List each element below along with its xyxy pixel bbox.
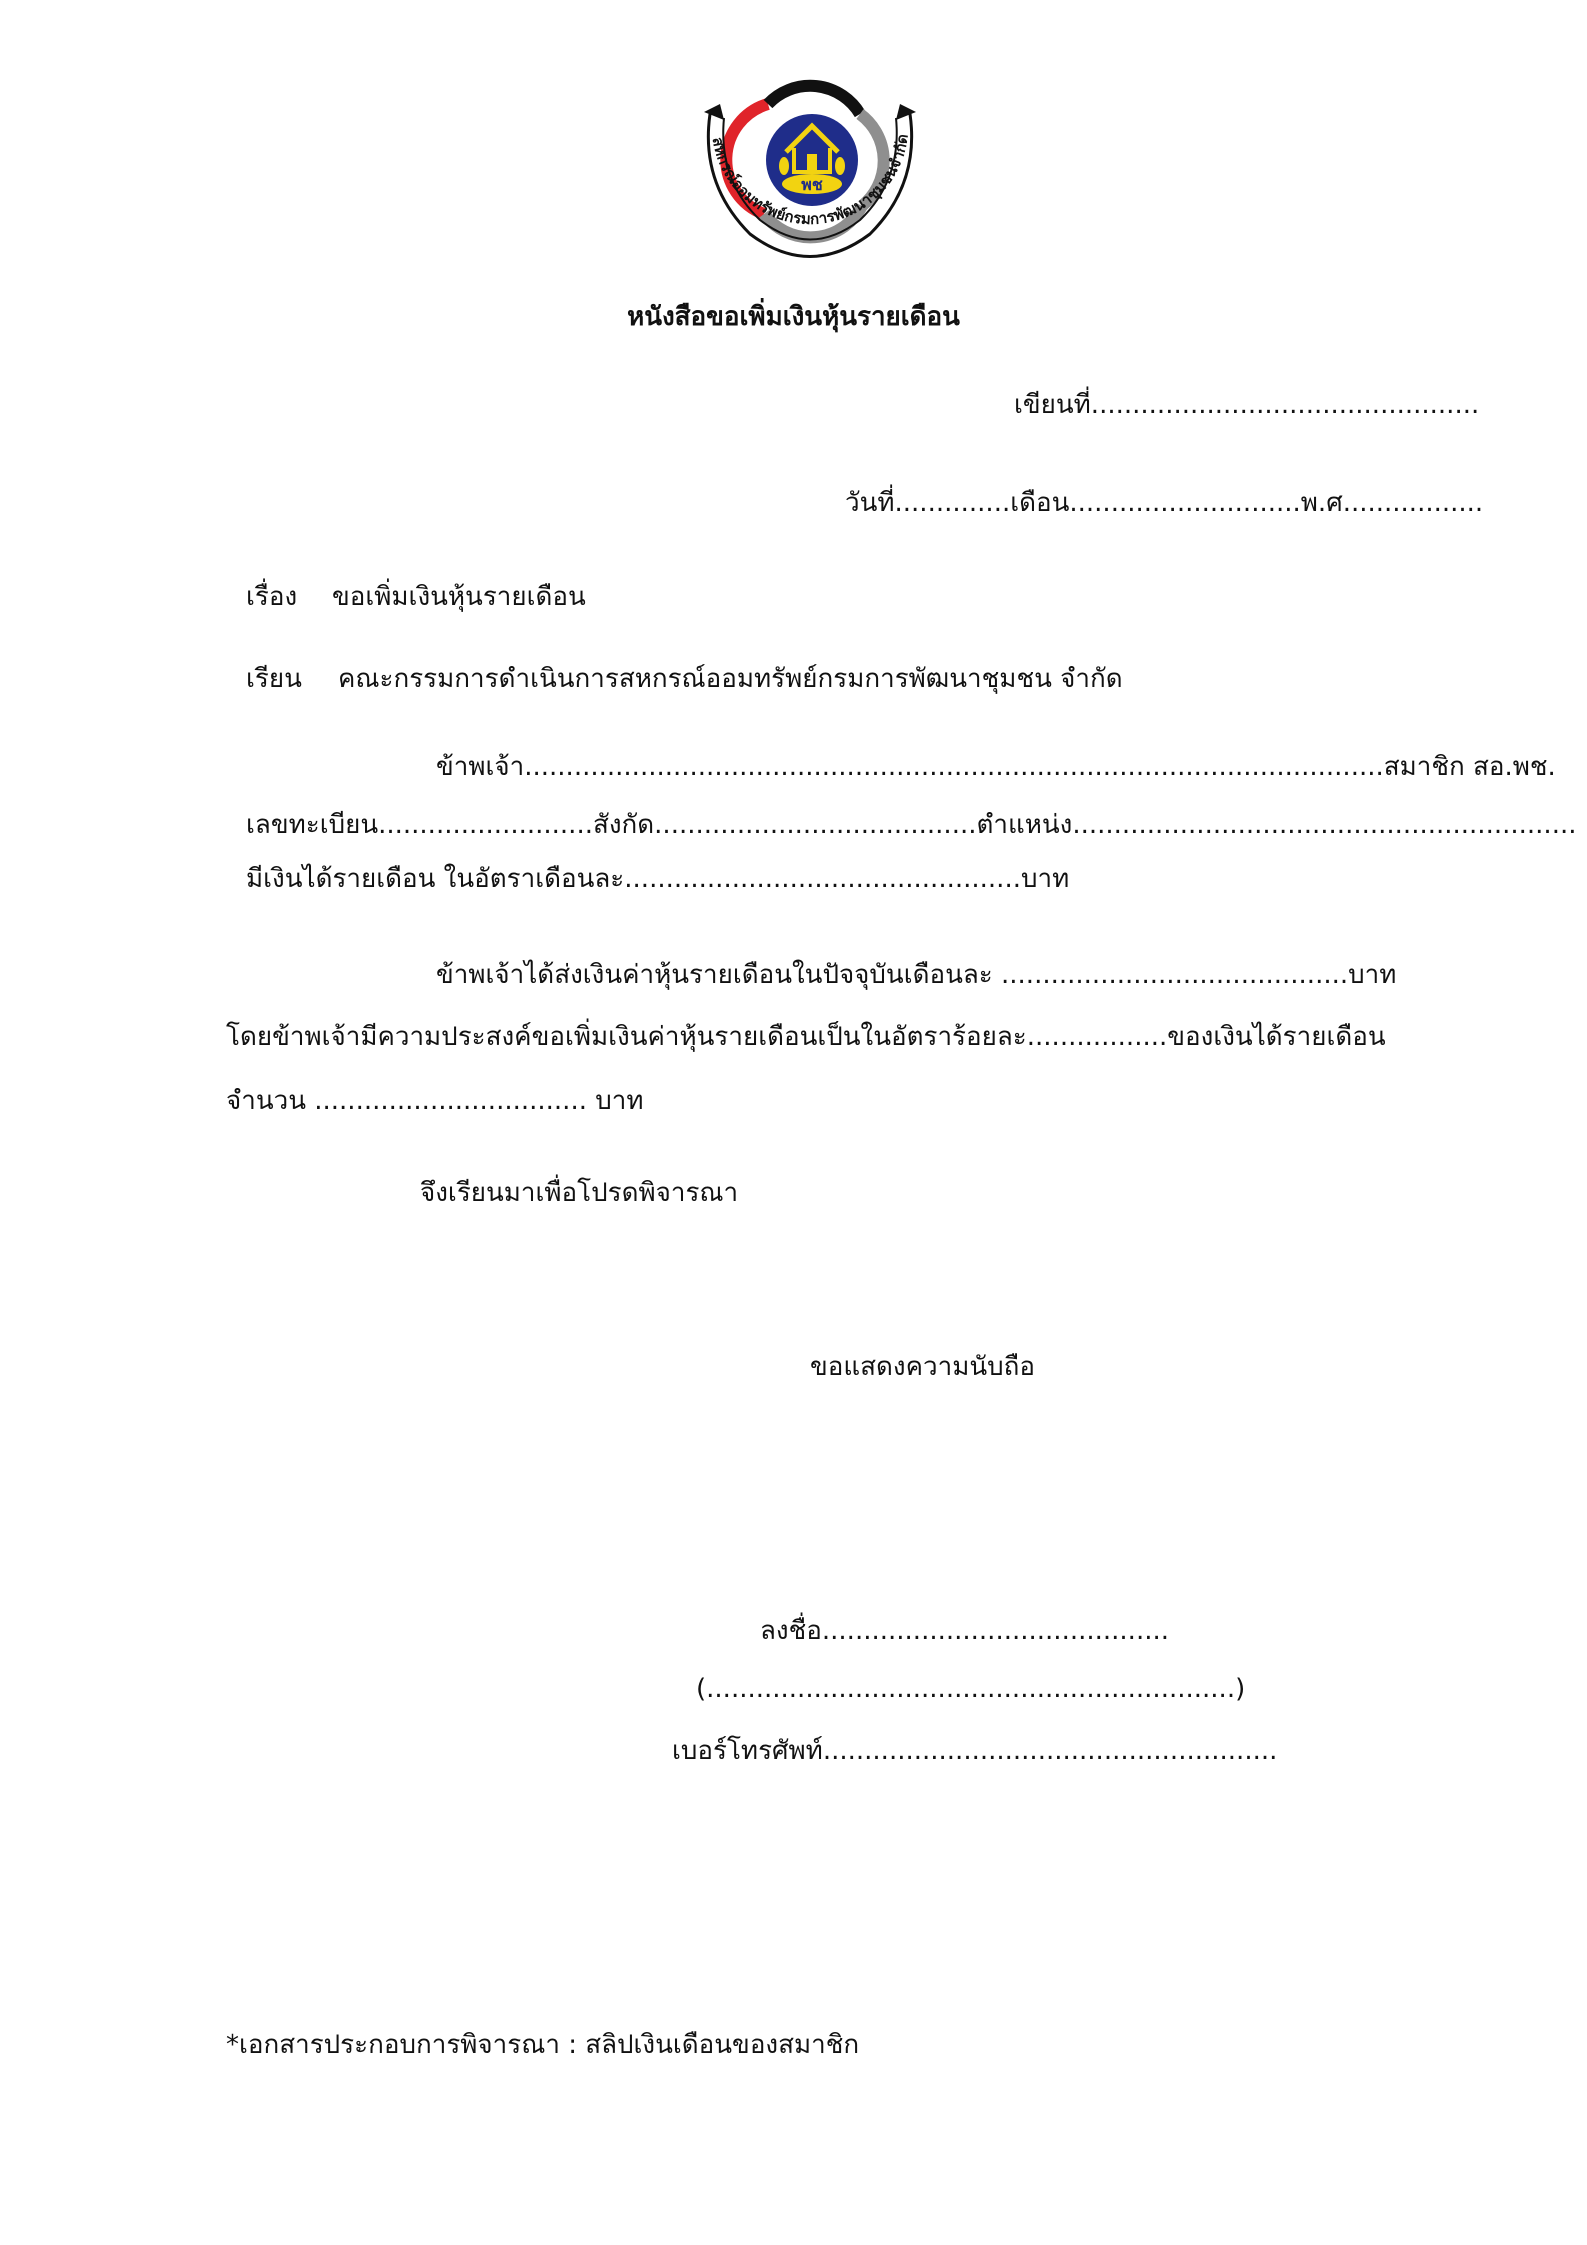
para2-line3: จำนวน ................................. บาท <box>226 1086 644 1116</box>
cooperative-logo <box>690 74 930 274</box>
para1-line2: เลขทะเบียน..........................สังกัด.......................................ตำแหน่ง............................................................. <box>246 810 1577 840</box>
signature-name-line: (................................................................) <box>696 1674 1246 1704</box>
para1-line1: ข้าพเจ้า........................................................................................................สมาชิก สอ.พช. <box>436 752 1556 782</box>
to-label: เรียน <box>246 664 302 694</box>
regards-text: ขอแสดงความนับถือ <box>810 1352 1035 1382</box>
subject-label: เรื่อง <box>246 582 298 612</box>
closing-request: จึงเรียนมาเพื่อโปรดพิจารณา <box>420 1178 739 1208</box>
phone-line: เบอร์โทรศัพท์....................................................... <box>672 1736 1278 1766</box>
signature-line: ลงชื่อ.......................................... <box>760 1616 1170 1646</box>
cooperative-seal-icon <box>690 74 930 274</box>
footnote: *เอกสารประกอบการพิจารณา : สลิปเงินเดือนของสมาชิก <box>226 2030 860 2060</box>
date-line: วันที่..............เดือน............................พ.ศ................. <box>845 488 1484 518</box>
para1-line3: มีเงินได้รายเดือน ในอัตราเดือนละ................................................บาท <box>246 864 1070 894</box>
para2-line2: โดยข้าพเจ้ามีความประสงค์ขอเพิ่มเงินค่าหุ้นรายเดือนเป็นในอัตราร้อยละ.................ของเงินได้รายเดือน <box>226 1022 1386 1052</box>
written-at-line: เขียนที่............................................... <box>1014 390 1480 420</box>
para2-line1: ข้าพเจ้าได้ส่งเงินค่าหุ้นรายเดือนในปัจจุบันเดือนละ ..........................................บาท <box>436 960 1397 990</box>
to-text: คณะกรรมการดำเนินการสหกรณ์ออมทรัพย์กรมการพัฒนาชุมชน จำกัด <box>338 664 1123 694</box>
logo-arc-text: สหกรณ์ออมทรัพย์กรมการพัฒนาชุมชนจำกัด <box>708 132 912 229</box>
emblem-text: พช <box>801 175 823 194</box>
subject-text: ขอเพิ่มเงินหุ้นรายเดือน <box>332 582 586 612</box>
document-title: หนังสือขอเพิ่มเงินหุ้นรายเดือน <box>627 302 960 332</box>
